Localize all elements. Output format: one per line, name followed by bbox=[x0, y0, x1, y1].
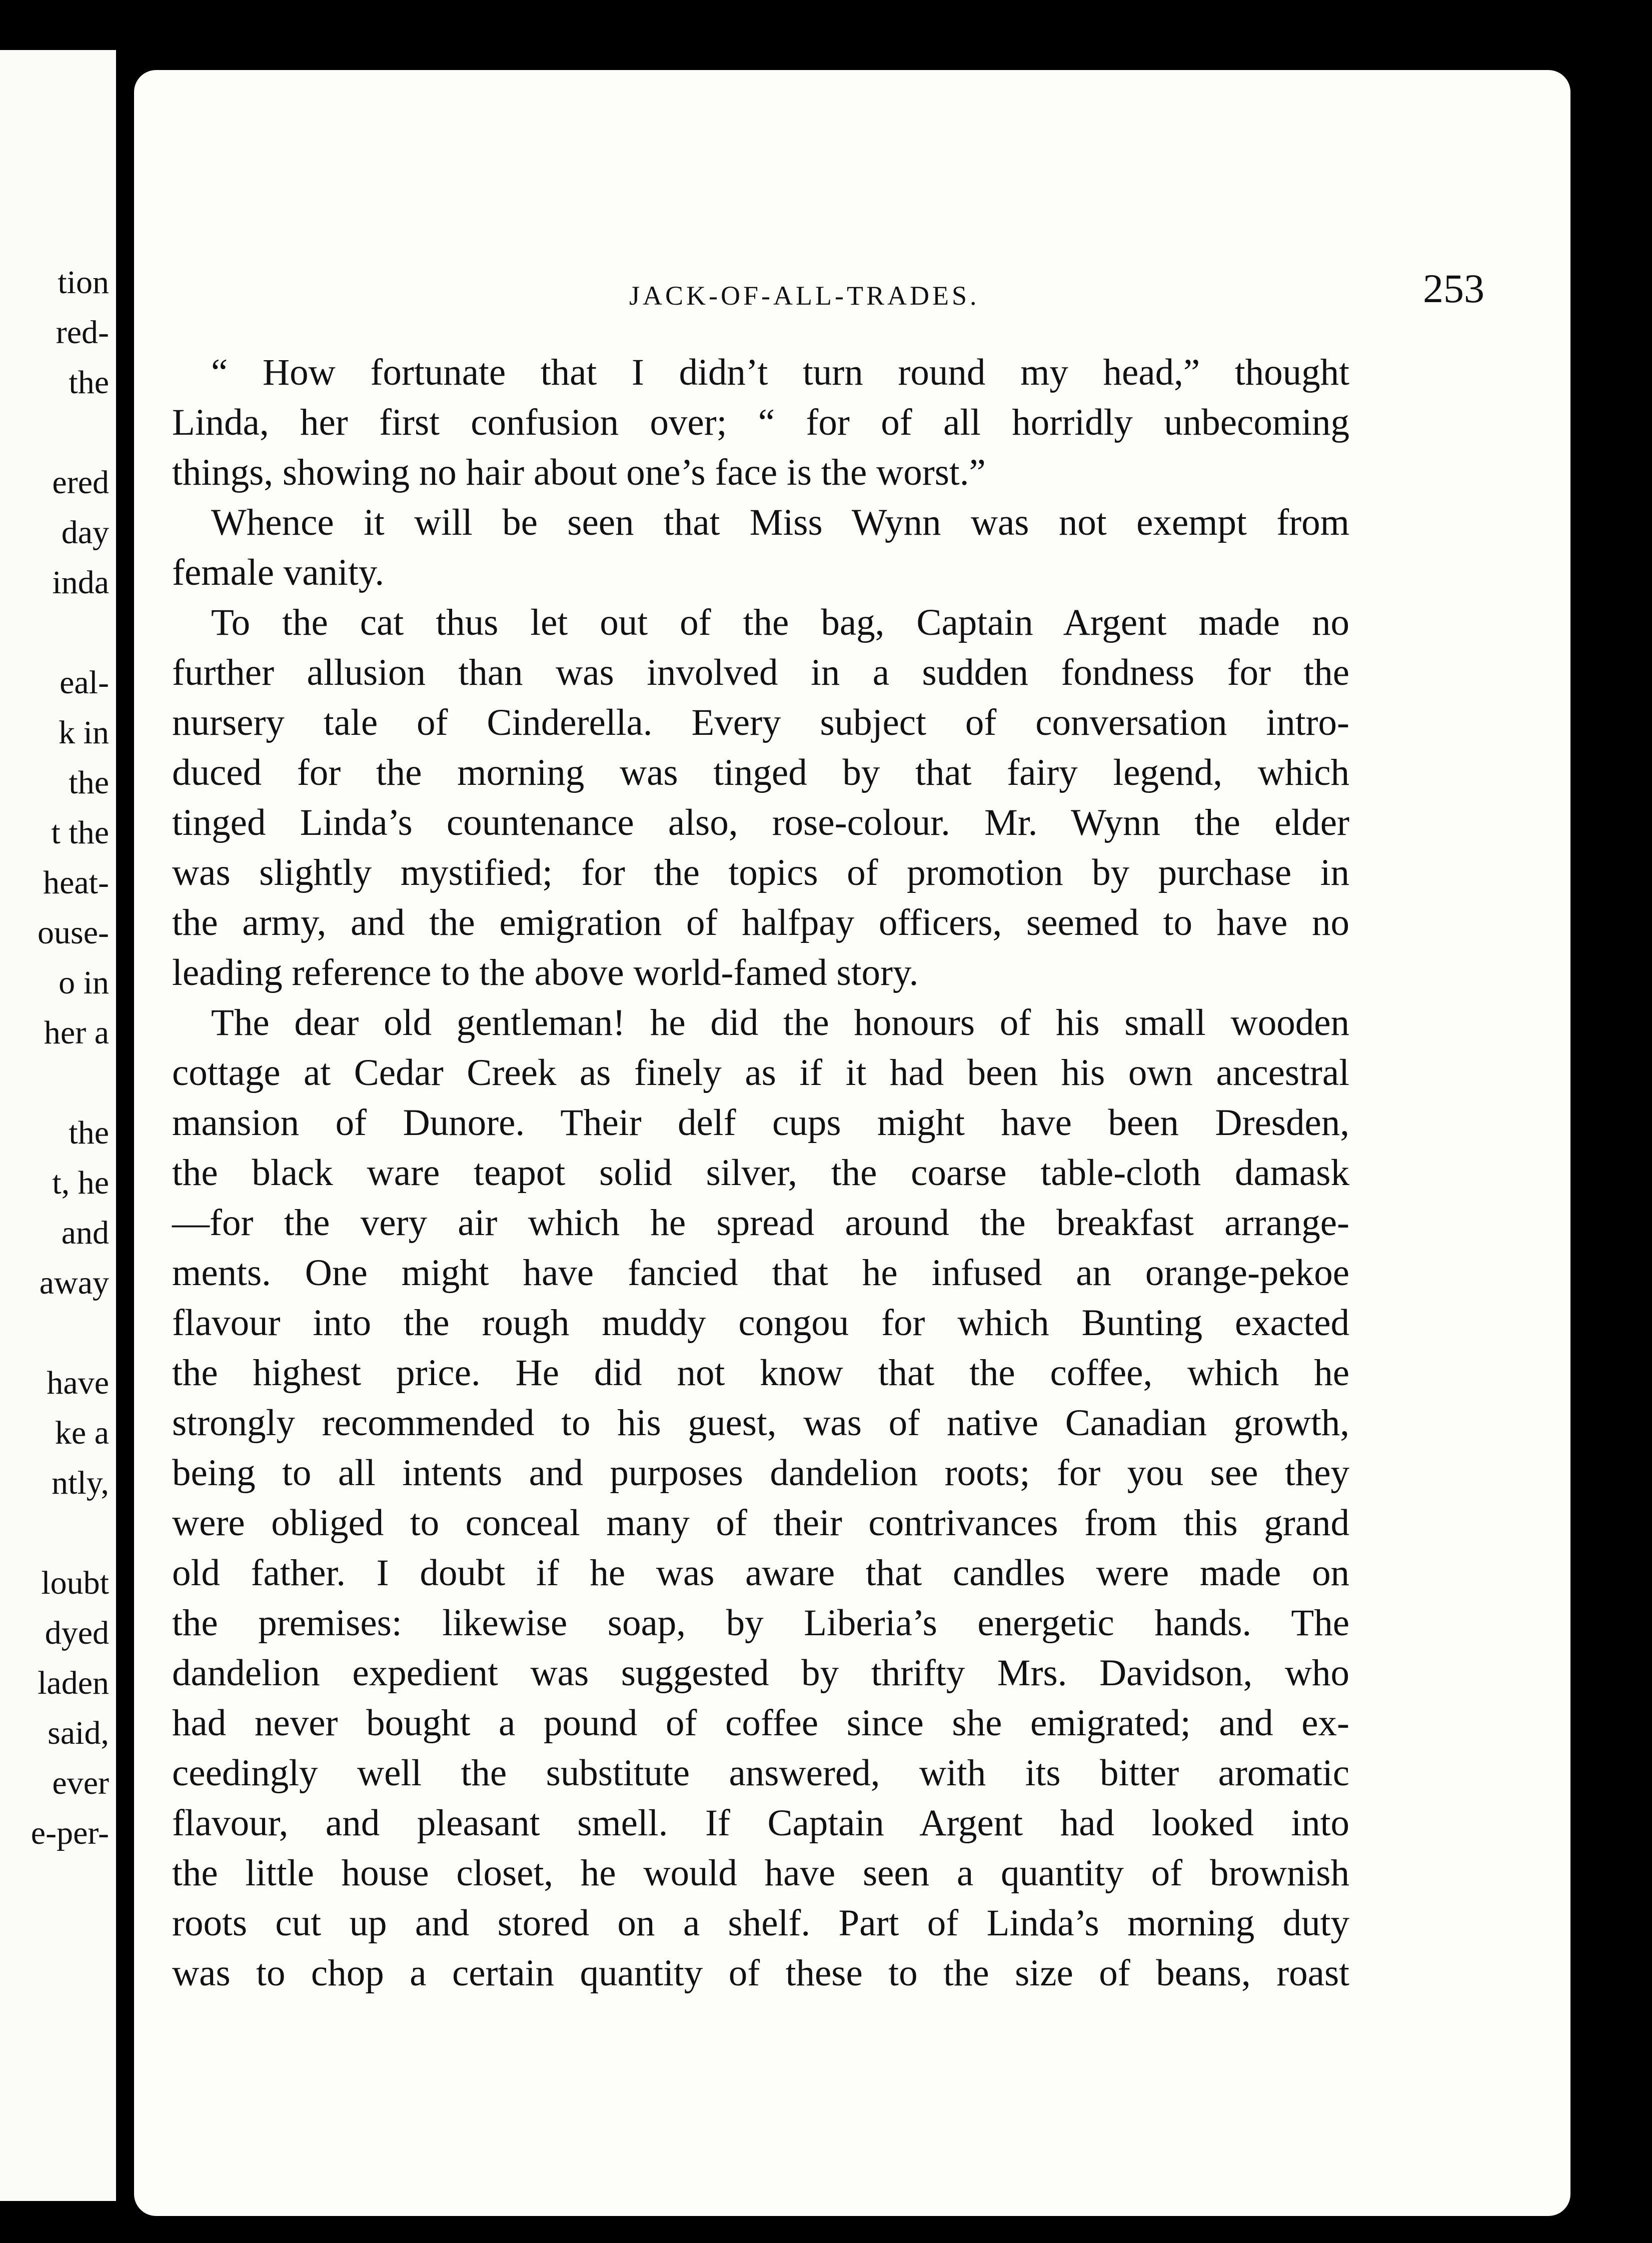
body-text bbox=[172, 348, 1349, 1998]
text-line: flavour into the rough muddy congou for which Bunting exacted bbox=[172, 1302, 1349, 1344]
text-line: ments. One might have fancied that he infused an orange-pekoe bbox=[172, 1252, 1349, 1294]
facing-page-fragment: her a bbox=[44, 1014, 109, 1051]
text-line: Linda, her first confusion over; “ for of all horridly unbecoming bbox=[172, 402, 1349, 443]
paragraph bbox=[172, 598, 1349, 998]
facing-page-fragment: ke a bbox=[55, 1415, 109, 1451]
text-line: cottage at Cedar Creek as finely as if it had been his own ancestral bbox=[172, 1052, 1349, 1093]
running-head bbox=[194, 265, 1510, 320]
text-line: nursery tale of Cinderella. Every subject of conversation intro- bbox=[172, 702, 1349, 743]
text-line: the premises: likewise soap, by Liberia’s energetic hands. The bbox=[172, 1602, 1349, 1644]
facing-page-fragment: and bbox=[61, 1215, 109, 1251]
facing-page-fragment: have bbox=[47, 1365, 109, 1401]
facing-page-fragment: laden bbox=[38, 1665, 109, 1701]
facing-page-fragment: away bbox=[39, 1265, 109, 1301]
facing-page-fragment: eal- bbox=[60, 664, 109, 701]
paragraph bbox=[172, 348, 1349, 498]
facing-page-fragment: said, bbox=[48, 1715, 109, 1751]
text-line: the black ware teapot solid silver, the coarse table-cloth damask bbox=[172, 1152, 1349, 1194]
facing-page-fragment: heat- bbox=[43, 864, 109, 901]
text-line: the highest price. He did not know that the coffee, which he bbox=[172, 1352, 1349, 1394]
facing-page-fragment: ouse- bbox=[38, 914, 109, 951]
text-line: was to chop a certain quantity of these to the size of beans, roast bbox=[172, 1952, 1349, 1994]
page-number: 253 bbox=[1423, 266, 1484, 311]
facing-page-fragment: o in bbox=[59, 964, 109, 1001]
text-line: roots cut up and stored on a shelf. Part of Linda’s morning duty bbox=[172, 1902, 1349, 1944]
text-line: Whence it will be seen that Miss Wynn was not exempt from bbox=[211, 502, 1349, 543]
facing-page-fragment: ered bbox=[52, 464, 109, 501]
facing-page-fragment: t the bbox=[51, 814, 109, 851]
text-line: strongly recommended to his guest, was of native Canadian growth, bbox=[172, 1402, 1349, 1444]
facing-page-fragment: the bbox=[69, 764, 109, 801]
text-line: dandelion expedient was suggested by thrifty Mrs. Davidson, who bbox=[172, 1652, 1349, 1694]
text-line: The dear old gentleman! he did the honours of his small wooden bbox=[211, 1002, 1349, 1043]
text-line: mansion of Dunore. Their delf cups might have been Dresden, bbox=[172, 1102, 1349, 1144]
paragraph bbox=[172, 998, 1349, 1998]
book-page bbox=[134, 70, 1570, 2216]
text-line: things, showing no hair about one’s face is the worst.” bbox=[172, 452, 986, 493]
text-line: the little house closet, he would have seen a quantity of brownish bbox=[172, 1852, 1349, 1894]
facing-page-fragment: ntly, bbox=[52, 1465, 109, 1501]
text-line: ceedingly well the substitute answered, with its bitter aromatic bbox=[172, 1752, 1349, 1794]
facing-page-fragment: the bbox=[69, 1114, 109, 1151]
text-line: “ How fortunate that I didn’t turn round my head,” thought bbox=[211, 352, 1349, 393]
facing-page-fragment: dyed bbox=[45, 1615, 109, 1651]
running-title: JACK-OF-ALL-TRADES. bbox=[629, 281, 980, 311]
facing-page-fragment: t, he bbox=[52, 1165, 109, 1201]
facing-page-fragment: e-per- bbox=[31, 1815, 109, 1851]
text-line: —for the very air which he spread around the breakfast arrange- bbox=[172, 1202, 1349, 1244]
text-line: had never bought a pound of coffee since she emigrated; and ex- bbox=[172, 1702, 1349, 1744]
text-line: were obliged to conceal many of their contrivances from this grand bbox=[172, 1502, 1349, 1544]
text-line: leading reference to the above world-famed story. bbox=[172, 952, 919, 993]
facing-page-fragment: loubt bbox=[41, 1565, 109, 1601]
text-line: old father. I doubt if he was aware that candles were made on bbox=[172, 1552, 1349, 1594]
facing-page-fragment: the bbox=[69, 364, 109, 401]
facing-page-fragment: inda bbox=[52, 564, 109, 601]
text-line: tinged Linda’s countenance also, rose-colour. Mr. Wynn the elder bbox=[172, 802, 1349, 843]
facing-page-fragment: ever bbox=[52, 1765, 109, 1801]
text-line: female vanity. bbox=[172, 552, 385, 593]
text-line: was slightly mystified; for the topics of promotion by purchase in bbox=[172, 852, 1349, 893]
text-line: further allusion than was involved in a sudden fondness for the bbox=[172, 652, 1349, 693]
text-line: duced for the morning was tinged by that fairy legend, which bbox=[172, 752, 1349, 793]
facing-page-fragment: k in bbox=[59, 714, 109, 751]
facing-page-edge bbox=[0, 50, 116, 2201]
text-line: To the cat thus let out of the bag, Captain Argent made no bbox=[211, 602, 1349, 643]
text-line: the army, and the emigration of halfpay officers, seemed to have no bbox=[172, 902, 1349, 943]
facing-page-fragment: day bbox=[61, 514, 109, 551]
facing-page-fragment: tion bbox=[58, 264, 109, 301]
paragraph bbox=[172, 498, 1349, 598]
text-line: being to all intents and purposes dandelion roots; for you see they bbox=[172, 1452, 1349, 1494]
facing-page-fragment: red- bbox=[56, 314, 109, 351]
text-line: flavour, and pleasant smell. If Captain Argent had looked into bbox=[172, 1802, 1349, 1844]
